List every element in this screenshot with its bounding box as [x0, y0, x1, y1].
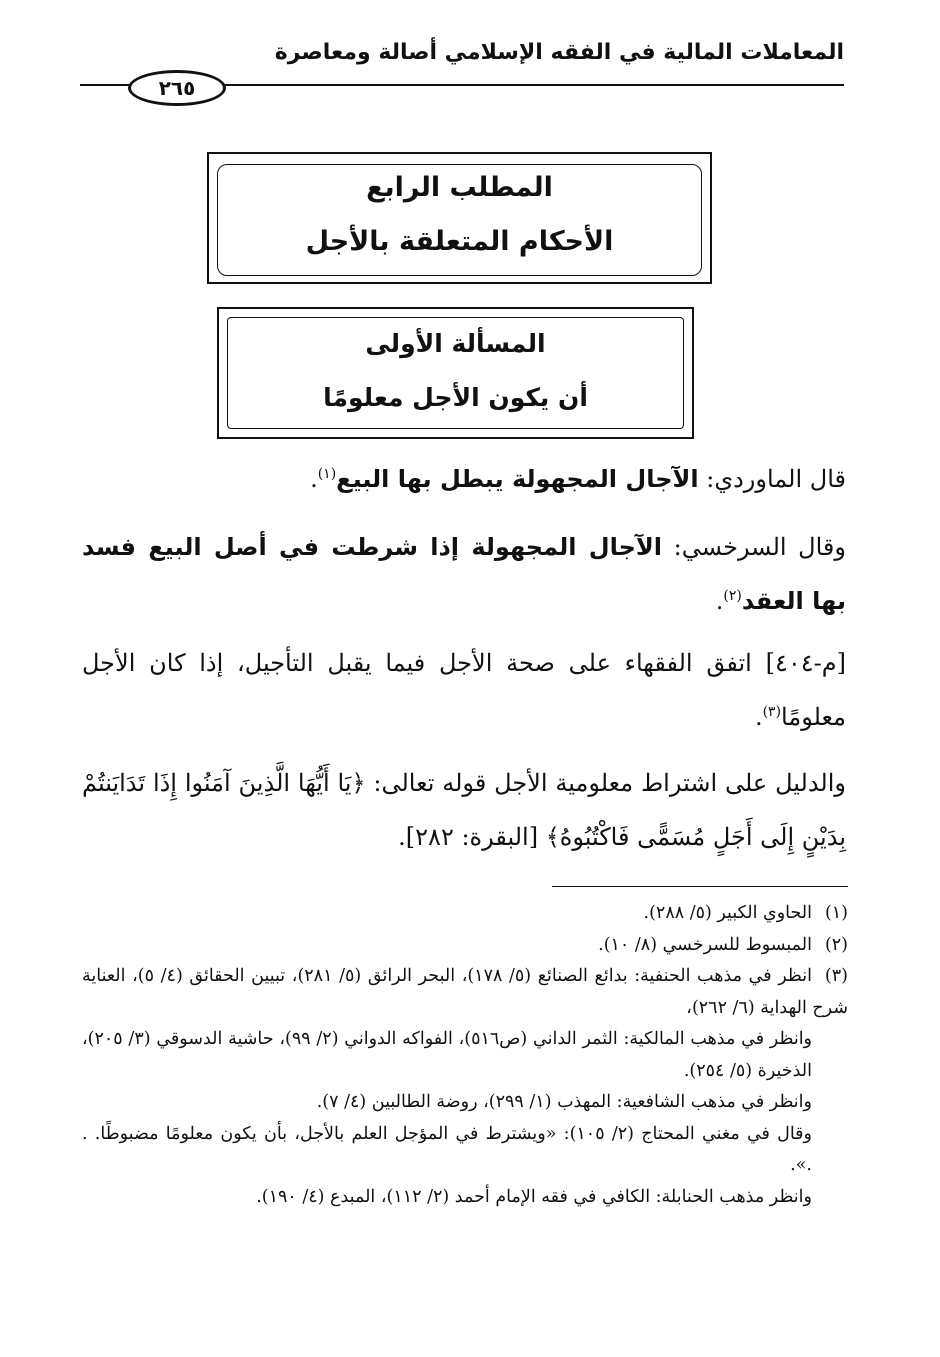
section-subheading: الأحكام المتعلقة بالأجل [305, 226, 614, 257]
footnote-item [82, 961, 848, 1024]
footnotes [82, 898, 848, 1213]
question-subheading: أن يكون الأجل معلومًا [323, 383, 588, 412]
paragraph-end: . [310, 465, 318, 493]
question-heading: المسألة الأولى [365, 329, 546, 358]
footnote-ref: (١) [317, 466, 337, 482]
footnote-number: (٣) [824, 966, 848, 986]
footnote-item [82, 898, 848, 930]
paragraph-evidence [82, 756, 846, 864]
footnote-text: المبسوط للسرخسي (٨/ ١٠). [598, 934, 812, 955]
paragraph-end: . [754, 703, 763, 731]
footnote-text: الحاوي الكبير (٥/ ٢٨٨). [643, 903, 812, 923]
footnote-separator [552, 886, 848, 887]
footnote-item [82, 930, 848, 962]
page-number: ٢٦٥ [128, 70, 226, 106]
footnote-continuation: وانظر في مذهب المالكية: الثمر الداني (ص٥١٦)، الفواكه الدواني (٢/ ٩٩)، حاشية الدسوقي (٣/ ٢٠٥)، الذخيرة (٥/ ٢٥٤). [82, 1029, 813, 1081]
paragraph-end: . [715, 587, 724, 615]
question-title-box [217, 307, 694, 439]
running-header-title: المعاملات المالية في الفقه الإسلامي أصالة ومعاصرة [274, 40, 844, 65]
paragraph-text: [م-٤٠٤] اتفق الفقهاء على صحة الأجل فيما يقبل التأجيل، إذا كان الأجل معلومًا [82, 649, 846, 731]
footnote-number: (١) [824, 903, 848, 923]
section-title-box [207, 152, 712, 284]
footnote-number: (٢) [824, 934, 848, 955]
footnote-continuation: وقال في مغني المحتاج (٢/ ١٠٥): «ويشترط في المؤجل العلم بالأجل، بأن يكون معلومًا مضبوطًا. . .». [82, 1123, 813, 1175]
section-heading: المطلب الرابع [366, 172, 553, 203]
footnote-continuation: وانظر في مذهب الشافعية: المهذب (١/ ٢٩٩)، روضة الطالبين (٤/ ٧). [316, 1092, 812, 1112]
footnote-text: انظر في مذهب الحنفية: بدائع الصنائع (٥/ ١٧٨)، البحر الرائق (٥/ ٢٨١)، تبيين الحقائق (٤/ ٥)، العناية شرح الهداية (٦/ ٢٦٢)، [82, 966, 848, 1018]
paragraph-sarakhsi [82, 520, 846, 628]
paragraph-intro: وقال السرخسي: [662, 533, 846, 561]
paragraph-intro: قال الماوردي: [698, 465, 846, 493]
footnote-ref: (٢) [723, 588, 742, 604]
paragraph-mawardi [82, 452, 846, 506]
footnote-ref: (٣) [762, 704, 782, 720]
quoted-statement: الآجال المجهولة إذا شرطت في أصل البيع فسد بها العقد [82, 533, 846, 615]
paragraph-consensus [82, 636, 846, 744]
paragraph-text: والدليل على اشتراط معلومية الأجل قوله تعالى: ﴿يَا أَيُّهَا الَّذِينَ آمَنُوا إِذَا تَدَايَنتُمْ بِدَيْنٍ إِلَى أَجَلٍ مُسَمًّى فَاكْتُبُوهُ﴾ [البقرة: ٢٨٢]. [82, 769, 846, 851]
quoted-statement: الآجال المجهولة يبطل بها البيع [336, 465, 699, 493]
footnote-continuation: وانظر مذهب الحنابلة: الكافي في فقه الإمام أحمد (٢/ ١١٢)، المبدع (٤/ ١٩٠). [256, 1186, 812, 1207]
